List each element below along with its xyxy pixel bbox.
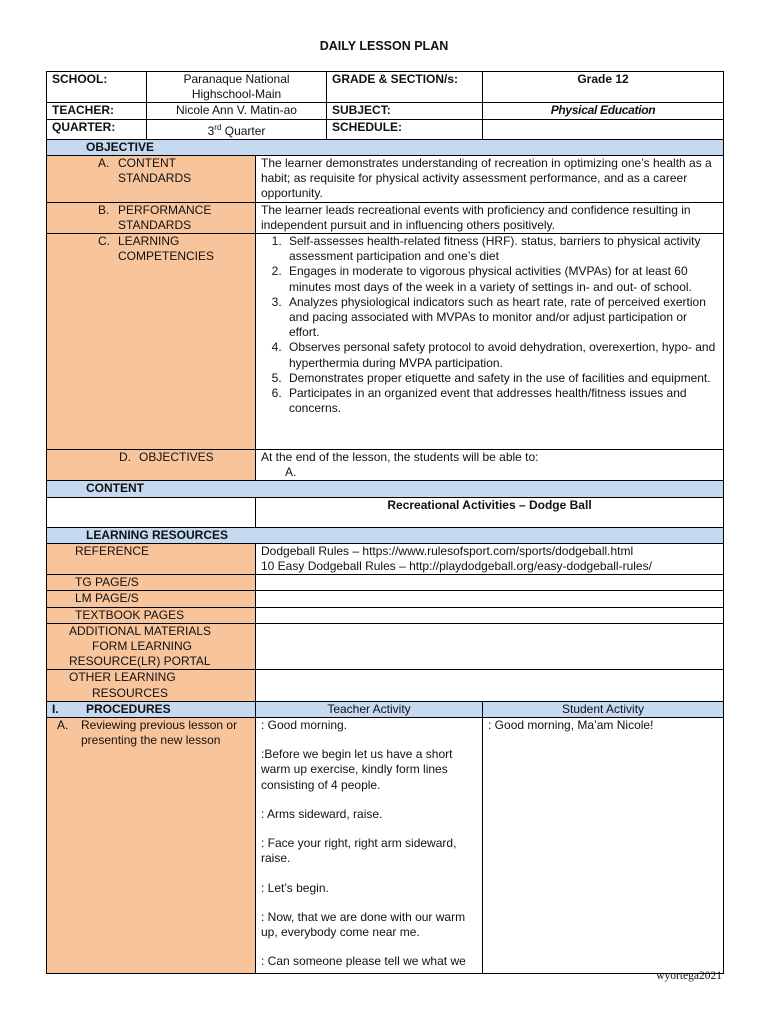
- teacher-activity-cell: [256, 718, 483, 974]
- teacher-row: [47, 103, 724, 119]
- quarter-label: QUARTER:: [47, 119, 147, 139]
- lesson-plan-table: [46, 71, 724, 974]
- content-heading: CONTENT: [47, 481, 724, 497]
- learning-competencies-marker: C.: [98, 234, 110, 249]
- additional-materials-value: [256, 623, 724, 670]
- teacher-line: : Now, that we are done with our warm up, everybody come near me.: [261, 909, 466, 939]
- reference-row: [47, 543, 724, 574]
- other-resources-line: RESOURCES: [92, 685, 169, 700]
- school-value-line1: Paranaque National: [183, 72, 290, 86]
- learning-competencies-label: [47, 234, 256, 450]
- competency-item: 1. Self-assesses health-related fitness (HRF). status, barriers to physical activity assessment participation and one’s diet: [285, 234, 718, 264]
- tg-label: TG PAGE/S: [47, 575, 256, 591]
- teacher-activity-heading: Teacher Activity: [256, 701, 483, 717]
- procedure-step-a-label: [47, 718, 256, 974]
- quarter-word: Quarter: [221, 123, 266, 138]
- objective-heading: OBJECTIVE: [47, 139, 724, 155]
- content-topic: Recreational Activities – Dodge Ball: [256, 497, 724, 527]
- teacher-line: : Good morning.: [261, 718, 348, 733]
- page-title: DAILY LESSON PLAN: [319, 39, 449, 53]
- schedule-value: [483, 119, 724, 139]
- performance-standards-title: PERFORMANCE STANDARDS: [118, 202, 212, 232]
- tg-row: [47, 575, 724, 591]
- objectives-label: [47, 450, 256, 481]
- student-activity-heading: Student Activity: [483, 701, 724, 717]
- lm-label: LM PAGE/S: [47, 591, 256, 607]
- teacher-label: TEACHER:: [47, 103, 147, 119]
- procedure-step-a-row: [47, 718, 724, 974]
- reference-line: Dodgeball Rules – https://www.rulesofsport.com/sports/dodgeball.html: [261, 543, 634, 558]
- school-value: [147, 72, 327, 103]
- learning-competencies-title: LEARNING COMPETENCIES: [118, 234, 215, 264]
- learning-competencies-list: [261, 234, 718, 416]
- teacher-value: Nicole Ann V. Matin-ao: [147, 103, 327, 119]
- objective-heading-row: [47, 139, 724, 155]
- performance-standards-marker: B.: [98, 202, 110, 217]
- performance-standards-text: The learner leads recreational events with proficiency and confidence resulting in independent pursuit and in influencing others positively.: [256, 202, 724, 233]
- teacher-line: : Arms sideward, raise.: [261, 806, 383, 821]
- additional-materials-label: [47, 623, 256, 670]
- procedures-heading: [47, 701, 256, 717]
- content-standards-row: [47, 156, 724, 203]
- other-resources-value: [256, 670, 724, 701]
- teacher-line: : Can someone please tell we what we: [261, 954, 466, 969]
- additional-materials-row: [47, 623, 724, 670]
- performance-standards-label: [47, 202, 256, 233]
- performance-standards-row: [47, 202, 724, 233]
- learning-competencies-row: [47, 234, 724, 450]
- procedures-heading-row: [47, 701, 724, 717]
- objectives-intro: At the end of the lesson, the students will be able to:: [261, 450, 539, 465]
- competency-item: 2. Engages in moderate to vigorous physical activities (MVPAs) for at least 60 minutes most days of the week in a variety of settings in- and out- of school.: [285, 264, 718, 294]
- objectives-text: [256, 450, 724, 481]
- subject-label: SUBJECT:: [327, 103, 483, 119]
- tg-value: [256, 575, 724, 591]
- procedure-step-a-marker: A.: [57, 718, 69, 733]
- teacher-line: :Before we begin let us have a short warm up exercise, kindly form lines consisting of 4 people.: [261, 747, 453, 792]
- additional-materials-line: RESOURCE(LR) PORTAL: [69, 654, 211, 669]
- other-resources-row: [47, 670, 724, 701]
- other-resources-label: [47, 670, 256, 701]
- competency-item: 3. Analyzes physiological indicators such as heart rate, rate of perceived exertion and pacing associated with MVPAs to monitor and/or adjust participation or effort.: [285, 295, 718, 341]
- competency-item: 6. Participates in an organized event that addresses health/fitness issues and concerns.: [285, 386, 718, 416]
- textbook-row: [47, 607, 724, 623]
- lm-value: [256, 591, 724, 607]
- school-value-line2: Highschool-Main: [191, 87, 282, 102]
- reference-label: REFERENCE: [47, 543, 256, 574]
- content-topic-row: [47, 497, 724, 527]
- quarter-number: 3: [207, 123, 215, 138]
- procedures-title: PROCEDURES: [86, 701, 171, 716]
- content-heading-row: [47, 481, 724, 497]
- objectives-marker: D.: [119, 450, 131, 465]
- footer-watermark: wyortega2021: [656, 970, 722, 982]
- procedures-marker: I.: [52, 701, 59, 716]
- learning-competencies-list-cell: [256, 234, 724, 450]
- resources-heading-row: [47, 527, 724, 543]
- grade-label: GRADE & SECTION/s:: [327, 72, 483, 103]
- school-label: SCHOOL:: [47, 72, 147, 103]
- quarter-value: [147, 119, 327, 139]
- competency-item: 5. Demonstrates proper etiquette and safety in the use of facilities and equipment.: [285, 371, 718, 386]
- reference-text: [256, 543, 724, 574]
- student-line: : Good morning, Ma’am Nicole!: [488, 718, 654, 733]
- content-standards-label: [47, 156, 256, 203]
- competency-item: 4. Observes personal safety protocol to avoid dehydration, overexertion, hypo- and hyperthermia during MVPA participation.: [285, 340, 718, 370]
- objectives-row: [47, 450, 724, 481]
- quarter-row: [47, 119, 724, 139]
- other-resources-line: OTHER LEARNING: [69, 670, 176, 685]
- objectives-item-a: A.: [285, 465, 297, 480]
- reference-line: 10 Easy Dodgeball Rules – http://playdodgeball.org/easy-dodgeball-rules/: [261, 559, 652, 574]
- student-activity-cell: [483, 718, 724, 974]
- teacher-line: : Face your right, right arm sideward, raise.: [261, 836, 457, 866]
- quarter-suffix: rd: [214, 122, 222, 132]
- content-topic-blank: [47, 497, 256, 527]
- teacher-line: : Let’s begin.: [261, 880, 329, 895]
- content-standards-text: The learner demonstrates understanding of recreation in optimizing one’s health as a habit; as requisite for physical activity assessment performance, and as a career opportunity.: [256, 156, 724, 203]
- objectives-title: OBJECTIVES: [139, 450, 214, 465]
- procedure-step-a-title: Reviewing previous lesson or presenting the new lesson: [81, 718, 238, 748]
- textbook-label: TEXTBOOK PAGES: [47, 607, 256, 623]
- additional-materials-line: FORM LEARNING: [92, 639, 193, 654]
- grade-value: Grade 12: [483, 72, 724, 103]
- schedule-label: SCHEDULE:: [327, 119, 483, 139]
- resources-heading: LEARNING RESOURCES: [47, 527, 724, 543]
- subject-value: Physical Education: [483, 103, 724, 119]
- lm-row: [47, 591, 724, 607]
- content-standards-title: CONTENT STANDARDS: [118, 156, 192, 186]
- textbook-value: [256, 607, 724, 623]
- content-standards-marker: A.: [98, 156, 110, 171]
- additional-materials-line: ADDITIONAL MATERIALS: [69, 623, 212, 638]
- school-row: [47, 72, 724, 103]
